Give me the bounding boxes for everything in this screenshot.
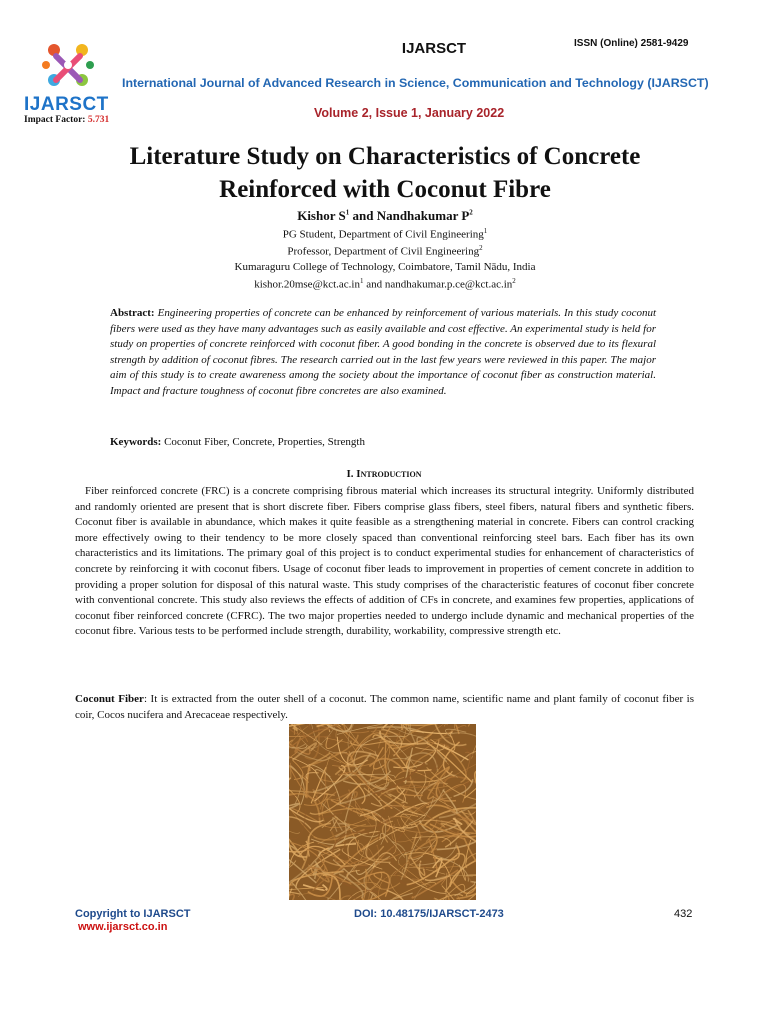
page-number: 432 (674, 908, 693, 920)
author-2-sup: 2 (469, 208, 473, 217)
authors (60, 208, 710, 224)
email-and: and (363, 278, 385, 291)
email-1-sup: 1 (359, 277, 364, 285)
coconut-fiber-picture (289, 724, 476, 900)
section-heading: I. Introduction (346, 468, 422, 480)
affiliation-1 (60, 227, 710, 241)
impact-factor (24, 115, 109, 125)
footer-doi[interactable]: DOI: 10.48175/IJARSCT-2473 (354, 908, 504, 920)
affiliation-2 (60, 244, 710, 258)
abstract-text: Engineering properties of concrete can be enhanced by reinforcement of various materials. In this study coconut fibers were used as they have many advantages such as easily available and cost effective. An experimental study is held for study on properties of concrete reinforced with coconut fiber. A good bonding in the concrete is observed due to its flexural strength by addition of coconut fibres. The research carried out in the last few years were reviewed in this paper. The major aim of this study is to create awareness among the society about the importance of coconut fiber as construction material. Impact and fracture toughness of coconut fibre concretes are also examined. (110, 307, 657, 397)
email-1: kishor.20mse@kct.ac.in (254, 278, 360, 291)
journal-full-name: International Journal of Advanced Research in Science, Communication and Technology (IJARSCT) (122, 76, 709, 90)
logo-wordmark: IJARSCT (24, 94, 109, 115)
paper-title-line2: Reinforced with Coconut Fibre (219, 176, 551, 203)
affiliation-1-text: PG Student, Department of Civil Engineering (282, 228, 484, 241)
affiliation-2-sup: 2 (479, 244, 483, 252)
author-and: and (349, 208, 377, 223)
keywords-text: Coconut Fiber, Concrete, Properties, Strength (164, 436, 365, 448)
author-1-sup: 1 (345, 208, 350, 217)
issn: ISSN (Online) 2581-9429 (574, 38, 689, 49)
keywords-label: Keywords: (110, 436, 162, 448)
volume-issue: Volume 2, Issue 1, January 2022 (314, 106, 505, 120)
email-2: nandhakumar.p.ce@kct.ac.in (384, 278, 513, 291)
affiliation-1-sup: 1 (483, 227, 488, 235)
coconut-fiber-label: Coconut Fiber (75, 693, 144, 705)
affiliation-2-text: Professor, Department of Civil Engineering (287, 245, 480, 258)
abstract-label: Abstract: (110, 307, 155, 319)
paper-title (60, 140, 710, 206)
footer-copyright: Copyright to IJARSCT (75, 908, 191, 920)
footer-url[interactable]: www.ijarsct.co.in (78, 921, 168, 933)
keywords (110, 436, 365, 448)
impact-factor-label: Impact Factor: (24, 115, 88, 125)
author-1: Kishor S (297, 208, 346, 223)
journal-short-name: IJARSCT (401, 40, 467, 57)
emails (60, 277, 710, 291)
impact-factor-value: 5.731 (87, 115, 110, 125)
coconut-fiber-text: : It is extracted from the outer shell of a coconut. The common name, scientific name and plant family of coconut fiber is coir, Cocos nucifera and Arecaceae respectively. (75, 693, 694, 721)
abstract (110, 306, 656, 400)
author-2: Nandhakumar P (376, 208, 470, 223)
intro-paragraph: Fiber reinforced concrete (FRC) is a concrete comprising fibrous material which increases its structural integrity. Uniformly distributed and randomly oriented are present that is short discrete fiber. Fibers comprise glass fibers, steel fibers, natural fibers and synthetic fibers. Coconut fiber is available in abundance, which makes it quite feasible as a strengthening material in concrete. Fibers can control cracking more effectively owing to their tendency to be more closely spaced than conventional reinforcing steel bars. Each fiber has its own characteristics and its limitations. The primary goal of this project is to conduct experimental studies for enhancement of characteristics of concrete by reinforcing it with coconut fibers. Usage of coconut fiber leads to improvement in properties of cement concrete in addition to providing a proper solution for disposal of this natural waste. This study comprises of the characteristic features of coconut fiber concrete with conventional concrete. This study also reviews the effects of addition of CFs in concrete, and examines few properties, applications of coconut fiber reinforced concrete (CFRC). The two major properties needed to undergo include dynamic and mechanical properties of the coconut fibre. Various tests to be performed include strength, durability, workability, compressive strength etc. (75, 485, 694, 638)
coconut-fiber-image (289, 724, 476, 900)
paper-title-line1: Literature Study on Characteristics of Concrete (129, 143, 641, 170)
email-2-sup: 2 (512, 277, 516, 285)
coconut-fiber-paragraph (75, 692, 694, 723)
college: Kumaraguru College of Technology, Coimbatore, Tamil Nādu, India (234, 261, 536, 273)
